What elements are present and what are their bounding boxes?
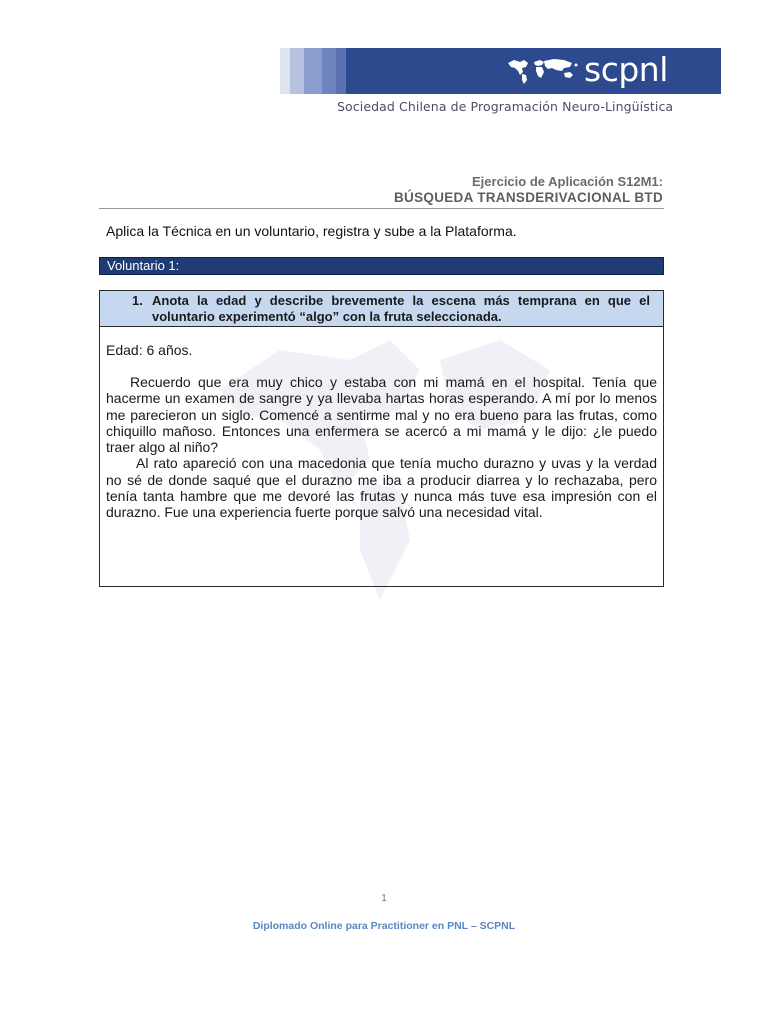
question-number: 1. [132, 293, 143, 308]
brand-logo-text: scpnl [584, 50, 668, 89]
question-box [99, 290, 664, 587]
question-text: Anota la edad y describe brevemente la escena más temprana en que el voluntario experimentó “algo” con la fruta seleccionada. [152, 293, 650, 324]
banner-stripe [290, 48, 304, 94]
banner-stripe [280, 48, 290, 94]
answer-paragraph: Al rato apareció con una macedonia que tenía mucho durazno y uvas y la verdad no sé de donde saqué que el durazno me iba a producir diarrea y lo rechazaba, pero tenía tanta hambre que me devoré las frutas y nunca más tuve esa impresión con el durazno. Fue una experiencia fuerte porque salvó una necesidad vital. [106, 455, 657, 521]
world-map-icon [506, 57, 582, 85]
title-divider [99, 208, 664, 209]
answer-body [106, 374, 657, 521]
question-header [100, 291, 663, 327]
answer-paragraph: Recuerdo que era muy chico y estaba con mi mamá en el hospital. Tenía que hacerme un examen de sangre y ya llevaba hartas horas esperando. A mí por lo menos me parecieron un siglo. Comencé a sentirme mal y no era bueno para las frutas, como chiquillo mañoso. Entonces una enfermera se acercó a mi mamá y le dijo: ¿le puedo traer algo al niño? [106, 374, 657, 456]
exercise-title-line2: BÚSQUEDA TRANSDERIVACIONAL BTD [393, 190, 663, 205]
volunteer-header-bar [99, 257, 664, 275]
answer-age: Edad: 6 años. [106, 342, 193, 358]
instruction-text: Aplica la Técnica en un voluntario, registra y sube a la Plataforma. [106, 223, 517, 239]
banner-stripe [322, 48, 336, 94]
footer-text: Diplomado Online para Practitioner en PNL – SCPNL [252, 920, 516, 932]
organization-subtitle: Sociedad Chilena de Programación Neuro-Lingüística [337, 99, 674, 114]
exercise-title [394, 174, 663, 206]
banner-stripe [304, 48, 322, 94]
volunteer-label: Voluntario 1: [107, 258, 180, 273]
exercise-title-line1: Ejercicio de Aplicación S12M1: [472, 174, 663, 189]
header-banner [268, 48, 721, 94]
page-number: 1 [381, 893, 387, 904]
banner-stripe [336, 48, 346, 94]
banner-stripe [268, 48, 280, 94]
